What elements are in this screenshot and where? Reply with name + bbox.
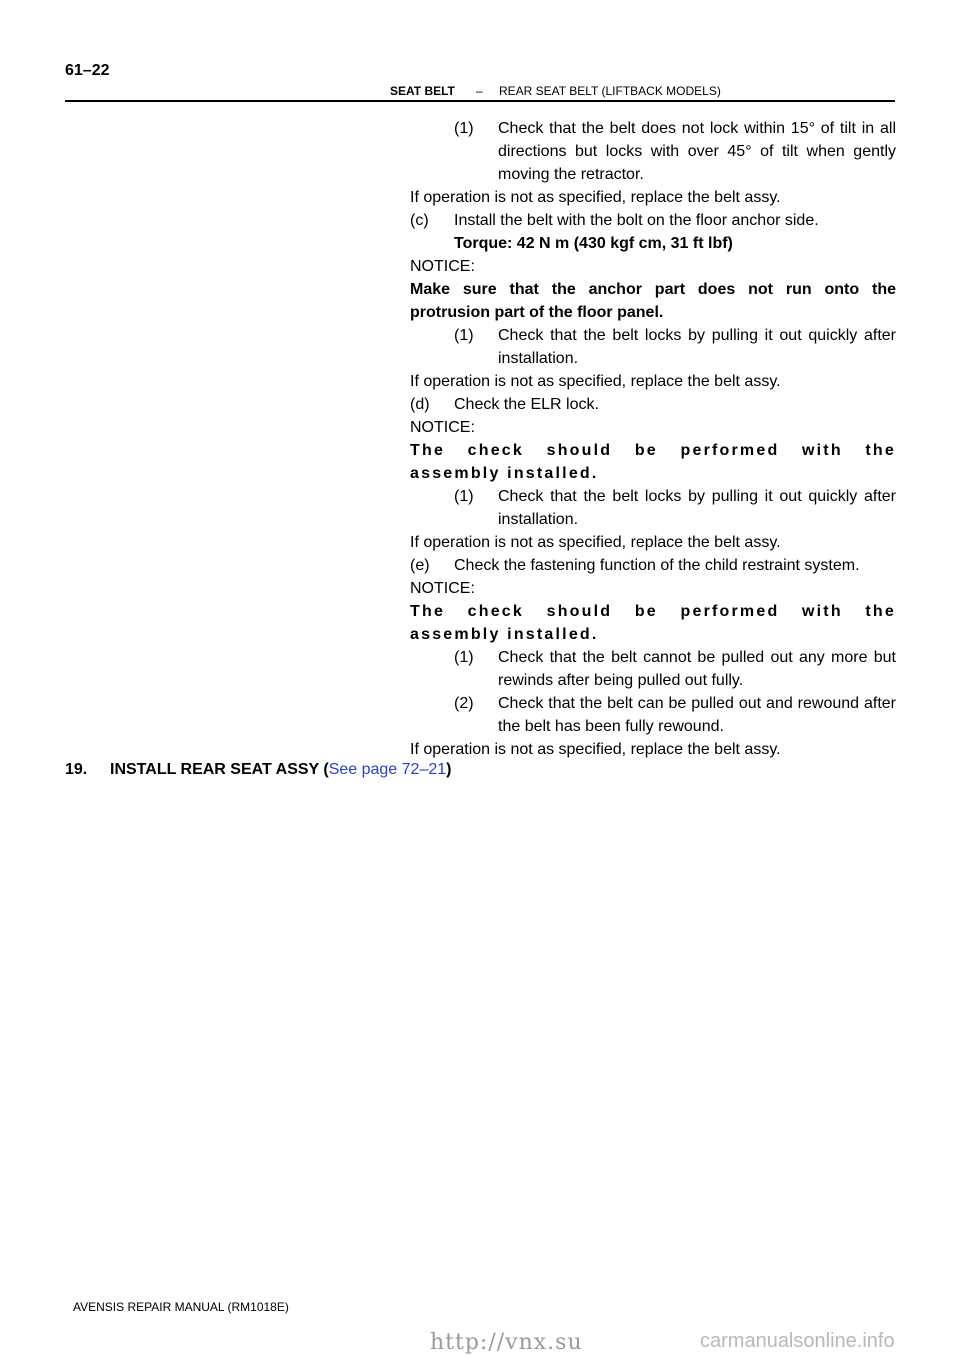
footer-manual-title: AVENSIS REPAIR MANUAL (RM1018E): [73, 1300, 289, 1314]
torque-spec: Torque: 42 N m (430 kgf cm, 31 ft lbf): [454, 235, 733, 252]
notice-text: The check should be performed with the assembly installed.: [410, 442, 896, 482]
notice-label: NOTICE:: [410, 580, 475, 597]
notice-label: NOTICE:: [410, 419, 475, 436]
step-marker: (1): [454, 649, 474, 666]
step-text: Install the belt with the bolt on the floor anchor side.: [454, 212, 819, 229]
section-title: SEAT BELT: [390, 84, 455, 98]
subsection-title: REAR SEAT BELT (LIFTBACK MODELS): [499, 84, 721, 98]
step-19-number: 19.: [65, 761, 88, 778]
notice-text: The check should be performed with the assembly installed.: [410, 603, 896, 643]
step-19-close: ): [446, 761, 452, 778]
step-19-heading: [110, 761, 451, 779]
section-separator: –: [476, 84, 483, 98]
step-marker: (1): [454, 327, 474, 344]
step-19-text: INSTALL REAR SEAT ASSY (: [110, 761, 329, 778]
notice-text: Make sure that the anchor part does not run onto the protrusion part of the floor panel.: [410, 281, 896, 321]
notice-label: NOTICE:: [410, 258, 475, 275]
step-text: Check that the belt cannot be pulled out any more but rewinds after being pulled out fully.: [498, 649, 896, 689]
step-text: Check that the belt can be pulled out and rewound after the belt has been fully rewound.: [498, 695, 896, 735]
paragraph: If operation is not as specified, replace the belt assy.: [410, 373, 781, 390]
see-page-link[interactable]: See page 72–21: [328, 761, 447, 778]
step-text: Check that the belt locks by pulling it out quickly after installation.: [498, 488, 896, 528]
header-rule: [65, 100, 895, 102]
step-marker: (2): [454, 695, 474, 712]
step-text: Check that the belt locks by pulling it out quickly after installation.: [498, 327, 896, 367]
watermark-site: carmanualsonline.info: [700, 1330, 895, 1352]
step-text: Check the ELR lock.: [454, 396, 599, 413]
page-number: 61–22: [65, 62, 110, 79]
paragraph: If operation is not as specified, replace the belt assy.: [410, 741, 781, 758]
paragraph: If operation is not as specified, replace the belt assy.: [410, 189, 781, 206]
step-text: Check the fastening function of the child restraint system.: [454, 557, 860, 574]
watermark-link[interactable]: http://vnx.su: [430, 1330, 583, 1355]
step-marker: (1): [454, 488, 474, 505]
step-text: Check that the belt does not lock within 15° of tilt in all directions but locks with over 45° of tilt when gently moving the retractor.: [498, 120, 896, 183]
step-marker: (1): [454, 120, 474, 137]
paragraph: If operation is not as specified, replace the belt assy.: [410, 534, 781, 551]
step-marker: (d): [410, 396, 430, 413]
step-marker: (c): [410, 212, 429, 229]
step-marker: (e): [410, 557, 430, 574]
